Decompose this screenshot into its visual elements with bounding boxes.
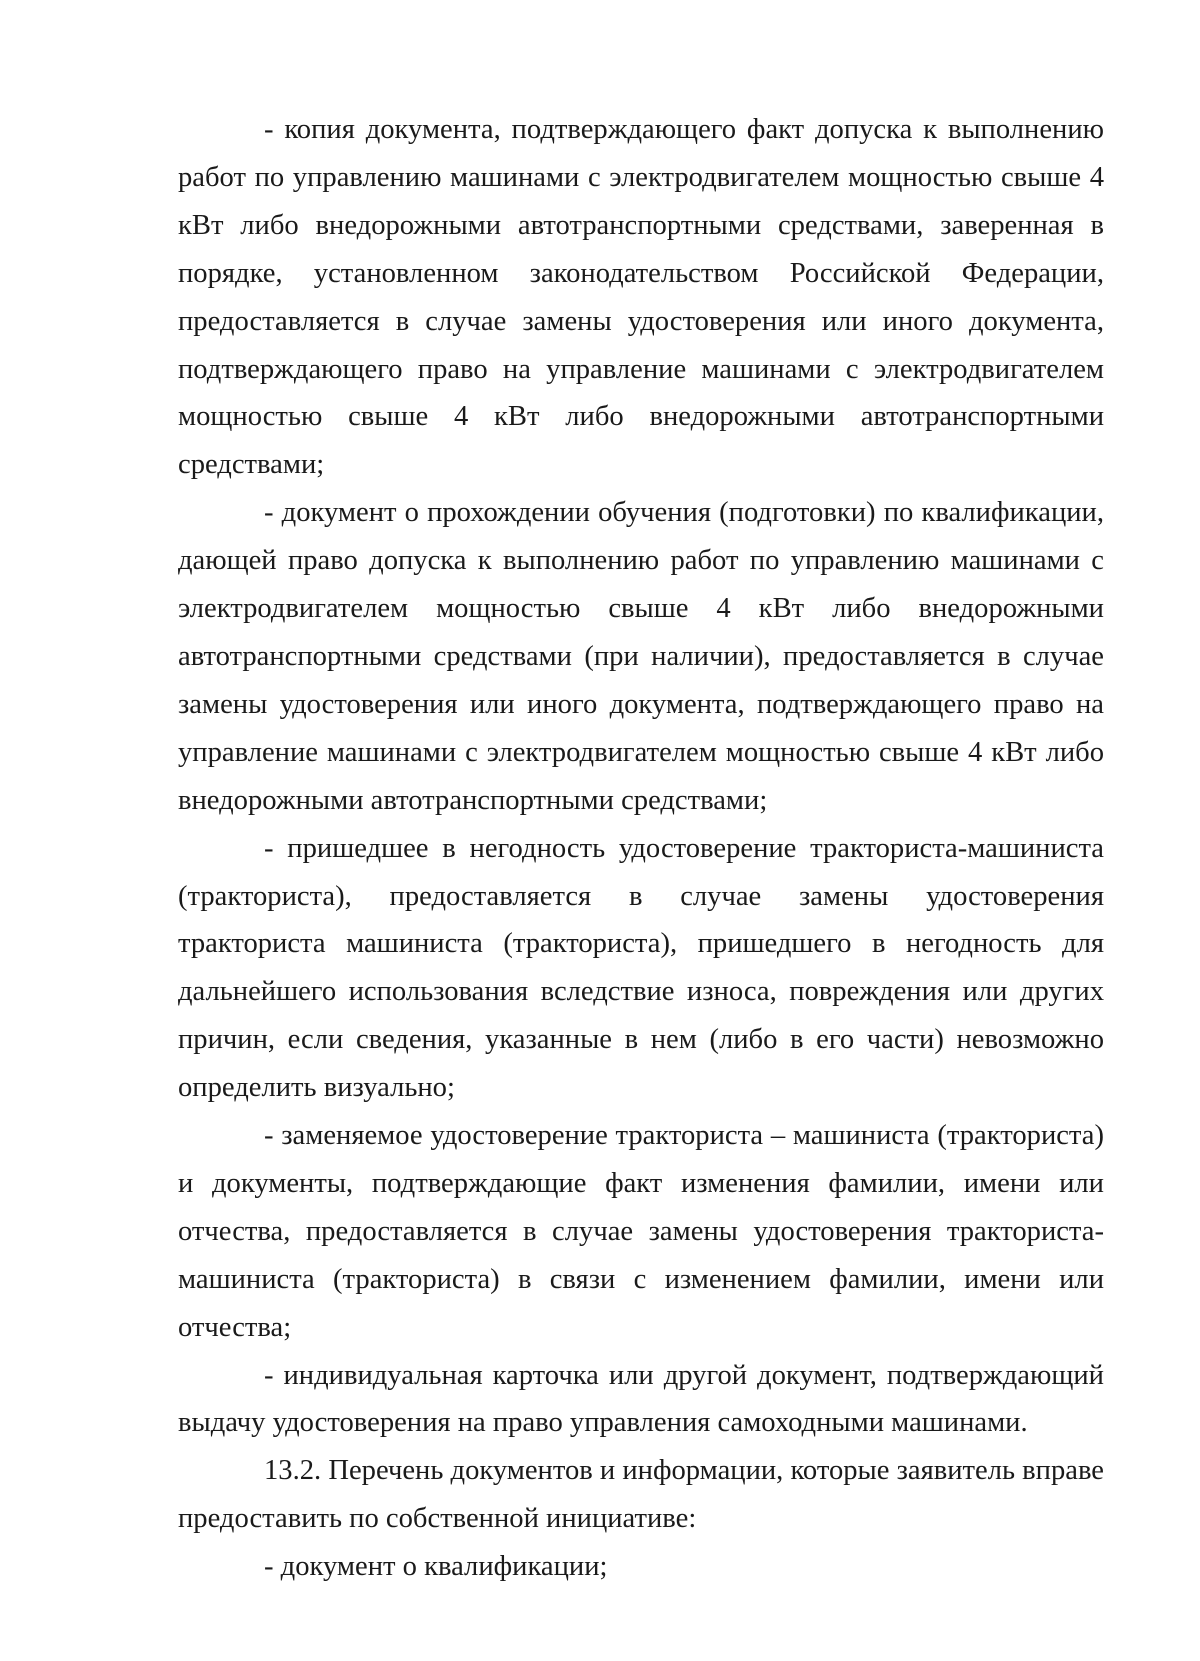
document-body [178, 106, 1104, 1591]
paragraph-section-13-2: 13.2. Перечень документов и информации, которые заявитель вправе предоставить по собственной инициативе: [178, 1455, 1104, 1535]
paragraph-license-copy: - копия документа, подтверждающего факт допуска к выполнению работ по управлению машинами с электродвигателем мощностью свыше 4 кВт либо внедорожными автотранспортными средствами, заверенная в порядке, установленном законодательством Российской Федерации, предоставляется в случае замены удостоверения или иного документа, подтверждающего право на управление машинами с электродвигателем мощностью свыше 4 кВт либо внедорожными автотранспортными средствами; [178, 114, 1104, 481]
paragraph-name-change: - заменяемое удостоверение тракториста – машиниста (тракториста) и документы, подтверждающие факт изменения фамилии, имени или отчества, предоставляется в случае замены удостоверения тракториста-машиниста (тракториста) в связи с изменением фамилии, имени или отчества; [178, 1120, 1104, 1343]
paragraph-training-document: - документ о прохождении обучения (подготовки) по квалификации, дающей право допуска к выполнению работ по управлению машинами с электродвигателем мощностью свыше 4 кВт либо внедорожными автотранспортными средствами (при наличии), предоставляется в случае замены удостоверения или иного документа, подтверждающего право на управление машинами с электродвигателем мощностью свыше 4 кВт либо внедорожными автотранспортными средствами; [178, 497, 1104, 816]
paragraph-qualification-document: - документ о квалификации; [264, 1551, 608, 1583]
paragraph-individual-card: - индивидуальная карточка или другой документ, подтверждающий выдачу удостоверения на право управления самоходными машинами. [178, 1359, 1104, 1439]
paragraph-damaged-license: - пришедшее в негодность удостоверение тракториста-машиниста (тракториста), предоставляется в случае замены удостоверения тракториста машиниста (тракториста), пришедшего в негодность для дальнейшего использования вследствие износа, повреждения или других причин, если сведения, указанные в нем (либо в его части) невозможно определить визуально; [178, 832, 1104, 1104]
